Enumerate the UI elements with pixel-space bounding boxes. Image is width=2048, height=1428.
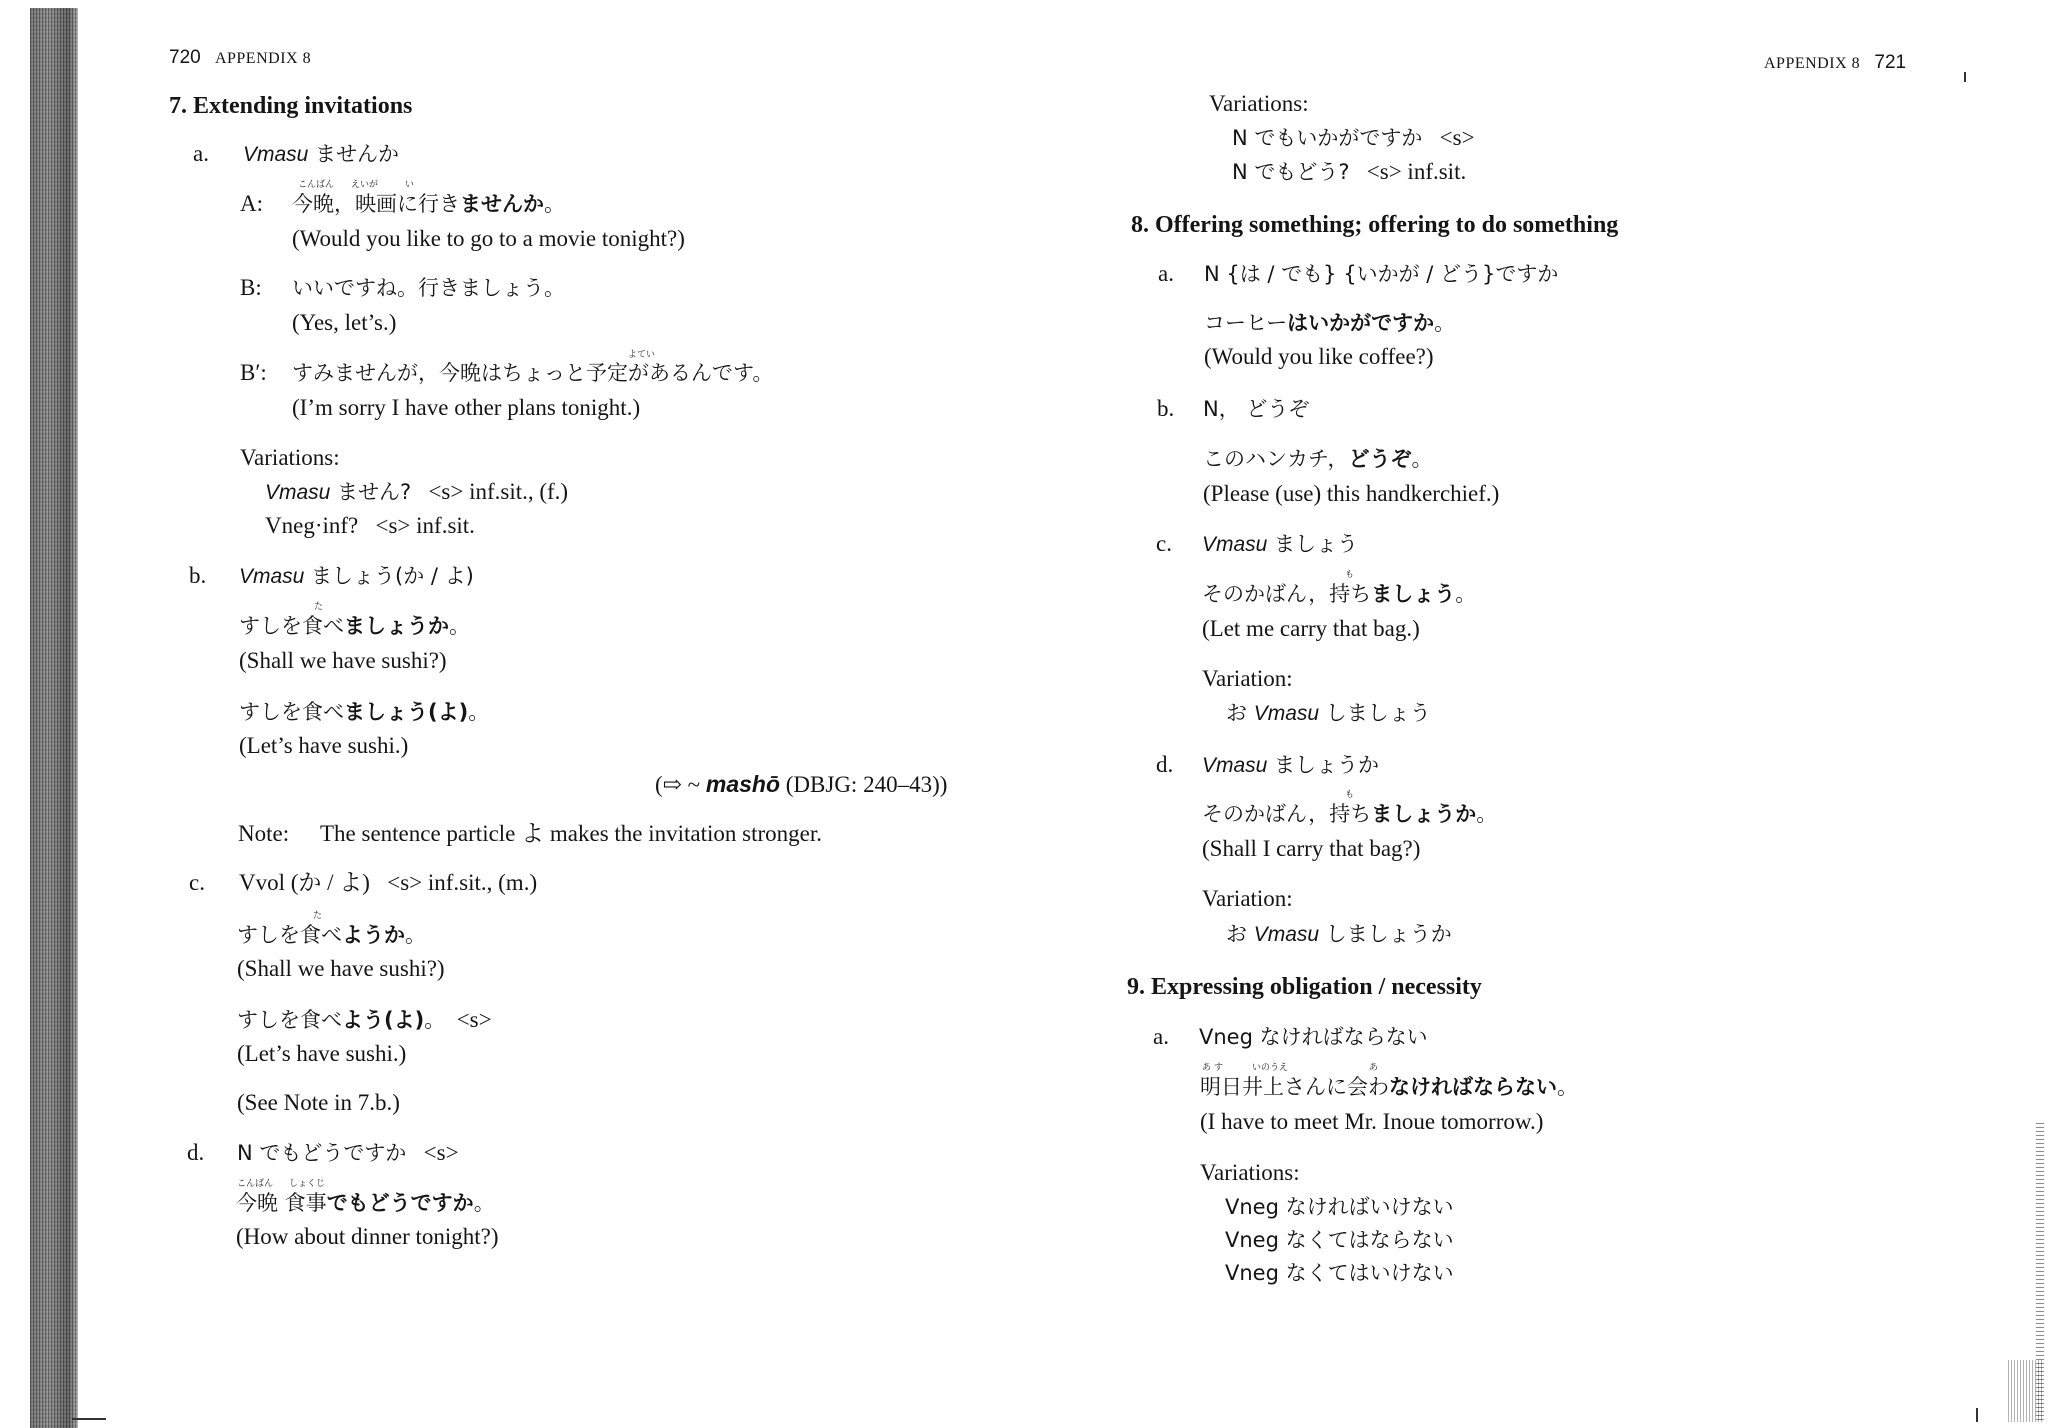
section-8-heading: 8. Offering something; offering to do something	[1131, 212, 1619, 238]
example-7b-1-translation: (Shall we have sushi?)	[239, 648, 447, 673]
example-jp: そのかばん，持ち	[1202, 582, 1372, 606]
furigana: も	[1345, 790, 1355, 800]
item-7a-pattern	[193, 140, 399, 169]
example-jp-focus: ましょう	[1371, 582, 1456, 606]
example-jp-end: 。	[1557, 1075, 1578, 1099]
note-7b	[238, 820, 822, 848]
pattern-jp: N {は / でも} {いかが / どう}ですか	[1204, 262, 1559, 286]
spine-foot-mark	[72, 1418, 106, 1420]
furigana: あ	[1369, 1063, 1379, 1073]
style-marker: <s>	[1439, 125, 1475, 150]
example-8c-translation: (Let me carry that bag.)	[1202, 616, 1420, 641]
pattern-jp: Vneg なければならない	[1199, 1025, 1428, 1049]
example-7b-2	[239, 698, 489, 726]
right-page-number: 721	[1874, 52, 1907, 73]
item-label: c.	[1156, 531, 1172, 556]
variations-label: Variations:	[1209, 91, 1309, 116]
pattern-ending: ましょう(か / よ)	[304, 564, 474, 588]
furigana: こんばん	[298, 180, 335, 190]
pattern-jp: N でもどうですか	[237, 1141, 407, 1165]
example-7b-1	[239, 612, 470, 640]
pattern-ending: ましょう	[1267, 532, 1359, 556]
variation-verb: Vmasu	[1253, 923, 1320, 946]
variation-usage: <s> inf.sit.	[1366, 159, 1467, 184]
example-jp: すしを食べ	[239, 614, 344, 638]
item-label: b.	[189, 563, 207, 588]
variation-9a-1	[1225, 1193, 1454, 1221]
margin-tick-bottom	[1976, 1408, 1978, 1422]
variation-jp-suffix: しましょうか	[1319, 922, 1452, 946]
example-7a-A-translation: (Would you like to go to a movie tonight?)	[292, 226, 685, 251]
item-label: c.	[189, 870, 205, 895]
example-jp-end: 。	[473, 1191, 495, 1215]
example-7c-1	[237, 921, 426, 949]
speaker-label: A:	[240, 191, 263, 216]
furigana: よてい	[628, 350, 656, 360]
pattern-verb: Vmasu	[243, 143, 309, 166]
example-jp: すしを食べ	[237, 923, 342, 947]
furigana: えいが	[351, 180, 379, 190]
variations-label: Variations:	[240, 445, 340, 470]
section-9-heading: 9. Expressing obligation / necessity	[1127, 974, 1482, 1000]
example-jp: すしを食べ	[239, 700, 344, 724]
example-jp: 明日井上さんに会わ	[1200, 1075, 1389, 1099]
item-label: a.	[1153, 1024, 1169, 1049]
example-8d-translation: (Shall I carry that bag?)	[1202, 836, 1421, 861]
right-appendix-label: APPENDIX 8	[1764, 55, 1861, 72]
example-jp-end: 。	[1411, 447, 1433, 471]
variation-8d	[1226, 920, 1452, 949]
example-jp: 今晩 食事	[236, 1191, 327, 1215]
example-7a-B	[240, 274, 565, 302]
variation-jp-prefix: お	[1226, 922, 1254, 946]
cross-reference	[655, 770, 947, 799]
speaker-label: B:	[240, 275, 262, 300]
variation-verb: Vmasu	[265, 481, 331, 504]
example-jp-end: 。	[405, 923, 426, 947]
page-edge-corner	[2008, 1360, 2042, 1422]
pattern-usage: <s> inf.sit., (m.)	[387, 870, 538, 895]
pattern-ending: ましょうか	[1267, 753, 1380, 777]
example-jp-end: 。	[424, 1008, 446, 1032]
example-jp-focus: よう(よ)	[342, 1008, 425, 1032]
variation-verb: Vneg·inf?	[265, 513, 359, 538]
item-label: a.	[1158, 261, 1174, 286]
example-7d-translation: (How about dinner tonight?)	[236, 1224, 499, 1249]
variation-jp: Vneg なくてはいけない	[1225, 1261, 1454, 1285]
item-label: a.	[193, 141, 209, 166]
see-note: (See Note in 7.b.)	[237, 1090, 400, 1115]
example-9a-translation: (I have to meet Mr. Inoue tomorrow.)	[1200, 1109, 1544, 1134]
example-jp-focus: ようか	[342, 923, 405, 947]
example-7d	[236, 1189, 495, 1217]
ref-term: mashō	[705, 771, 781, 797]
left-running-head	[169, 44, 311, 73]
example-jp: このハンカチ，	[1203, 447, 1349, 471]
style-marker: <s>	[456, 1007, 492, 1032]
variation-jp: Vneg なければいけない	[1225, 1195, 1454, 1219]
pattern: Vvol (か / よ)	[239, 870, 370, 895]
furigana: い	[405, 180, 415, 190]
ref-close: (DBJG: 240–43))	[780, 772, 948, 797]
furigana: いのうえ	[1252, 1063, 1289, 1073]
example-jp: すみませんが，今晩はちょっと予定があるんです。	[292, 361, 774, 385]
variation-usage: <s> inf.sit.	[375, 513, 475, 538]
example-jp: コーヒー	[1204, 311, 1288, 335]
example-7c-1-translation: (Shall we have sushi?)	[237, 956, 445, 981]
example-7a-B-prime	[240, 359, 773, 387]
furigana: た	[313, 911, 323, 921]
furigana: も	[1345, 570, 1355, 580]
variation-7a-2	[265, 512, 475, 540]
variation-label: Variation:	[1202, 886, 1293, 911]
section-7-heading: 7. Extending invitations	[169, 93, 413, 119]
example-8c	[1202, 580, 1476, 608]
example-jp-end: 。	[468, 700, 490, 724]
variation-verb: Vmasu	[1253, 702, 1320, 725]
example-jp-focus: ましょうか	[1371, 802, 1477, 826]
furigana: しょくじ	[289, 1179, 326, 1189]
item-label: d.	[187, 1140, 205, 1165]
variation-label: Variation:	[1202, 666, 1293, 691]
item-8d-pattern	[1156, 751, 1379, 780]
pattern-jp: N， どうぞ	[1203, 397, 1310, 421]
variation-cont-1	[1232, 124, 1475, 152]
item-9a-pattern	[1153, 1023, 1428, 1051]
item-8a-pattern	[1158, 260, 1558, 288]
variation-jp-prefix: お	[1226, 701, 1254, 725]
example-jp-focus: ましょうか	[344, 614, 449, 638]
item-label: d.	[1156, 752, 1174, 777]
variation-jp-suffix: しましょう	[1319, 701, 1431, 725]
example-jp: すしを食べ	[237, 1008, 342, 1032]
note-label: Note:	[238, 821, 290, 846]
margin-tick	[1964, 72, 1966, 82]
note-text: The sentence particle よ makes the invitation stronger.	[320, 821, 823, 846]
item-8c-pattern	[1156, 530, 1358, 559]
example-9a	[1200, 1073, 1578, 1101]
example-7b-2-translation: (Let’s have sushi.)	[239, 733, 409, 758]
example-jp-focus: でもどうですか	[326, 1191, 474, 1215]
example-7a-B-prime-translation: (I’m sorry I have other plans tonight.)	[292, 395, 641, 420]
style-marker: <s>	[423, 1140, 459, 1165]
example-jp: いいですね。行きましょう。	[292, 276, 565, 300]
variation-jp: ません?	[330, 480, 412, 504]
ref-open: (⇨ ~	[655, 772, 706, 797]
example-jp-focus: なければならない	[1389, 1075, 1557, 1099]
item-label: b.	[1157, 396, 1175, 421]
example-7a-A	[240, 190, 565, 218]
variation-9a-3	[1225, 1259, 1454, 1287]
example-jp-end: 。	[449, 614, 470, 638]
variation-usage: <s> inf.sit., (f.)	[428, 479, 569, 504]
pattern-verb: Vmasu	[239, 565, 305, 588]
example-jp-focus: ませんか	[460, 192, 544, 216]
furigana: た	[314, 602, 324, 612]
example-jp: 今晩，映画に行き	[292, 192, 460, 216]
variation-jp: Vneg なくてはならない	[1225, 1228, 1454, 1252]
variations-label: Variations:	[1200, 1160, 1300, 1185]
example-jp-end: 。	[1476, 802, 1498, 826]
example-8a-translation: (Would you like coffee?)	[1204, 344, 1434, 369]
right-running-head	[1764, 49, 1906, 78]
example-7c-2-translation: (Let’s have sushi.)	[237, 1041, 407, 1066]
variation-cont-2	[1232, 158, 1466, 186]
item-7b-pattern	[189, 562, 474, 591]
example-8b	[1203, 445, 1433, 473]
example-jp: そのかばん，持ち	[1202, 802, 1372, 826]
book-spine-shadow	[30, 8, 78, 1428]
variation-jp: N でもいかがですか	[1232, 126, 1423, 150]
variation-jp: N でもどう?	[1232, 160, 1350, 184]
left-appendix-label: APPENDIX 8	[214, 50, 312, 67]
item-7c-pattern	[189, 869, 537, 897]
example-8b-translation: (Please (use) this handkerchief.)	[1203, 481, 1500, 506]
example-8d	[1202, 800, 1497, 828]
left-page-number: 720	[169, 47, 201, 68]
furigana: あ す	[1202, 1063, 1223, 1073]
pattern-verb: Vmasu	[1202, 754, 1268, 777]
example-jp-focus: ましょう(よ)	[344, 700, 469, 724]
example-jp-end: 。	[1434, 311, 1456, 335]
example-jp-focus: どうぞ	[1348, 447, 1412, 471]
pattern-ending: ませんか	[308, 142, 400, 166]
pattern-verb: Vmasu	[1202, 533, 1268, 556]
variation-9a-2	[1225, 1226, 1454, 1254]
variation-7a-1	[265, 478, 568, 507]
item-8b-pattern	[1157, 395, 1309, 423]
example-jp-focus: はいかがですか	[1287, 311, 1435, 335]
variation-8c	[1226, 699, 1431, 728]
furigana: こんばん	[237, 1179, 274, 1189]
item-7d-pattern	[187, 1139, 459, 1167]
example-jp-end: 。	[544, 192, 565, 216]
example-jp-end: 。	[1455, 582, 1477, 606]
speaker-label: B′:	[240, 360, 267, 385]
example-7c-2	[237, 1006, 492, 1034]
example-8a	[1204, 309, 1455, 337]
example-7a-B-translation: (Yes, let’s.)	[292, 310, 397, 335]
